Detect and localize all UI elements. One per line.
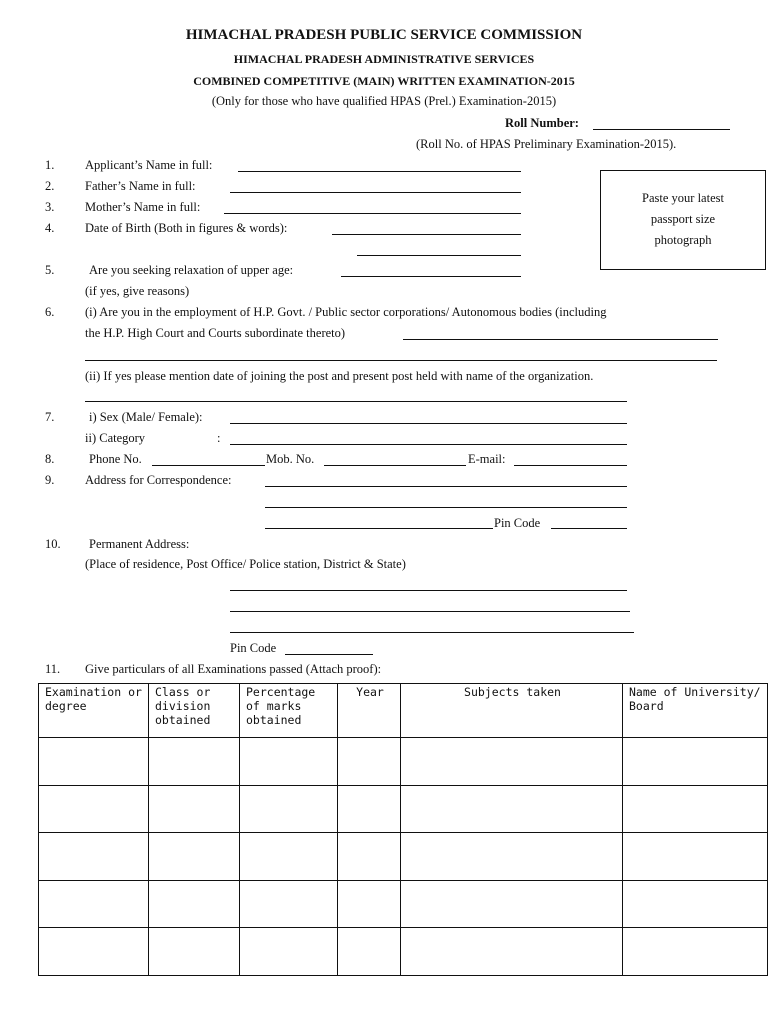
table-cell[interactable] <box>338 928 401 976</box>
column-header-examination: Examination or degree <box>39 684 149 738</box>
table-cell[interactable] <box>338 785 401 833</box>
table-cell[interactable] <box>149 880 240 928</box>
age-relaxation-note: (if yes, give reasons) <box>85 284 190 298</box>
table-cell[interactable] <box>39 738 149 786</box>
eligibility-note: (Only for those who have qualified HPAS (Prel.) Examination-2015) <box>211 94 557 108</box>
column-header-subjects: Subjects taken <box>401 684 623 738</box>
age-relaxation-field[interactable] <box>341 276 521 277</box>
permanent-address-line2[interactable] <box>230 611 630 612</box>
employment-field-continued[interactable] <box>85 360 717 361</box>
permanent-address-line3[interactable] <box>230 632 634 633</box>
table-cell[interactable] <box>240 785 338 833</box>
father-name-label: Father’s Name in full: <box>85 179 196 193</box>
column-header-percentage: Percentage of marks obtained <box>240 684 338 738</box>
field-number: 8. <box>45 452 55 466</box>
column-header-university: Name of University/ Board <box>623 684 768 738</box>
table-cell[interactable] <box>623 880 768 928</box>
table-cell[interactable] <box>623 738 768 786</box>
roll-number-note: (Roll No. of HPAS Preliminary Examination-2015). <box>416 137 677 151</box>
table-cell[interactable] <box>338 833 401 881</box>
table-cell[interactable] <box>401 738 623 786</box>
sex-label: i) Sex (Male/ Female): <box>89 410 203 424</box>
table-cell[interactable] <box>240 928 338 976</box>
table-cell[interactable] <box>149 738 240 786</box>
joining-date-field[interactable] <box>85 401 627 402</box>
table-row <box>39 880 768 928</box>
column-header-year: Year <box>338 684 401 738</box>
table-row <box>39 928 768 976</box>
email-field[interactable] <box>514 465 627 466</box>
permanent-address-label: Permanent Address: <box>89 537 190 551</box>
table-cell[interactable] <box>401 880 623 928</box>
table-cell[interactable] <box>149 928 240 976</box>
father-name-field[interactable] <box>230 192 521 193</box>
field-number: 11. <box>45 662 61 676</box>
date-of-birth-words-field[interactable] <box>357 255 521 256</box>
mobile-field[interactable] <box>324 465 466 466</box>
correspondence-address-label: Address for Correspondence: <box>85 473 232 487</box>
roll-number-field[interactable] <box>593 129 730 130</box>
photo-instruction-line2: passport size <box>650 212 716 226</box>
table-header-row <box>39 684 768 738</box>
phone-label: Phone No. <box>89 452 142 466</box>
page-subtitle-services: HIMACHAL PRADESH ADMINISTRATIVE SERVICES <box>233 52 535 66</box>
category-colon: : <box>217 431 221 445</box>
age-relaxation-label: Are you seeking relaxation of upper age: <box>89 263 294 277</box>
email-label: E-mail: <box>468 452 506 466</box>
phone-field[interactable] <box>152 465 265 466</box>
correspondence-pin-label: Pin Code <box>494 516 541 530</box>
permanent-address-note: (Place of residence, Post Office/ Police station, District & State) <box>85 557 406 571</box>
correspondence-address-field[interactable] <box>265 486 627 487</box>
field-number: 6. <box>45 305 55 319</box>
table-cell[interactable] <box>338 880 401 928</box>
photo-instruction-line3: photograph <box>654 233 712 247</box>
field-number: 9. <box>45 473 55 487</box>
table-cell[interactable] <box>401 833 623 881</box>
category-field[interactable] <box>230 444 627 445</box>
employment-question-line2: the H.P. High Court and Courts subordinate thereto) <box>85 326 346 340</box>
permanent-pin-field[interactable] <box>285 654 373 655</box>
table-row <box>39 738 768 786</box>
table-cell[interactable] <box>240 738 338 786</box>
correspondence-address-line2[interactable] <box>265 507 627 508</box>
table-cell[interactable] <box>39 833 149 881</box>
correspondence-address-line3[interactable] <box>265 528 493 529</box>
table-cell[interactable] <box>401 785 623 833</box>
permanent-address-line1[interactable] <box>230 590 627 591</box>
page-title: HIMACHAL PRADESH PUBLIC SERVICE COMMISSION <box>185 27 583 43</box>
table-cell[interactable] <box>39 880 149 928</box>
permanent-pin-label: Pin Code <box>230 641 277 655</box>
examinations-label: Give particulars of all Examinations passed (Attach proof): <box>85 662 382 676</box>
field-number: 4. <box>45 221 55 235</box>
field-number: 10. <box>45 537 61 551</box>
sex-field[interactable] <box>230 423 627 424</box>
field-number: 2. <box>45 179 55 193</box>
table-cell[interactable] <box>39 928 149 976</box>
table-cell[interactable] <box>623 833 768 881</box>
table-cell[interactable] <box>623 785 768 833</box>
table-cell[interactable] <box>240 880 338 928</box>
table-cell[interactable] <box>401 928 623 976</box>
photo-box[interactable] <box>600 170 766 270</box>
field-number: 3. <box>45 200 55 214</box>
applicant-name-label: Applicant’s Name in full: <box>85 158 213 172</box>
table-row <box>39 833 768 881</box>
table-row <box>39 785 768 833</box>
table-cell[interactable] <box>149 785 240 833</box>
field-number: 1. <box>45 158 55 172</box>
joining-date-question: (ii) If yes please mention date of joining the post and present post held with name of the organization. <box>85 369 594 383</box>
photo-instruction-line1: Paste your latest <box>642 191 724 205</box>
employment-field[interactable] <box>403 339 718 340</box>
applicant-name-field[interactable] <box>238 171 521 172</box>
page-subtitle-exam: COMBINED COMPETITIVE (MAIN) WRITTEN EXAMINATION-2015 <box>193 74 575 88</box>
correspondence-pin-field[interactable] <box>551 528 627 529</box>
column-header-class: Class or division obtained <box>149 684 240 738</box>
field-number: 7. <box>45 410 55 424</box>
roll-number-label: Roll Number: <box>505 116 579 130</box>
date-of-birth-label: Date of Birth (Both in figures & words): <box>85 221 288 235</box>
mother-name-label: Mother’s Name in full: <box>85 200 201 214</box>
mother-name-field[interactable] <box>224 213 521 214</box>
employment-question-line1: (i) Are you in the employment of H.P. Govt. / Public sector corporations/ Autonomous bodies (including <box>85 305 607 319</box>
category-label: ii) Category <box>85 431 146 445</box>
field-number: 5. <box>45 263 55 277</box>
table-cell[interactable] <box>39 785 149 833</box>
mobile-label: Mob. No. <box>266 452 315 466</box>
table-cell[interactable] <box>149 833 240 881</box>
table-cell[interactable] <box>623 928 768 976</box>
table-cell[interactable] <box>338 738 401 786</box>
examinations-table <box>38 683 768 976</box>
date-of-birth-field[interactable] <box>332 234 521 235</box>
table-cell[interactable] <box>240 833 338 881</box>
